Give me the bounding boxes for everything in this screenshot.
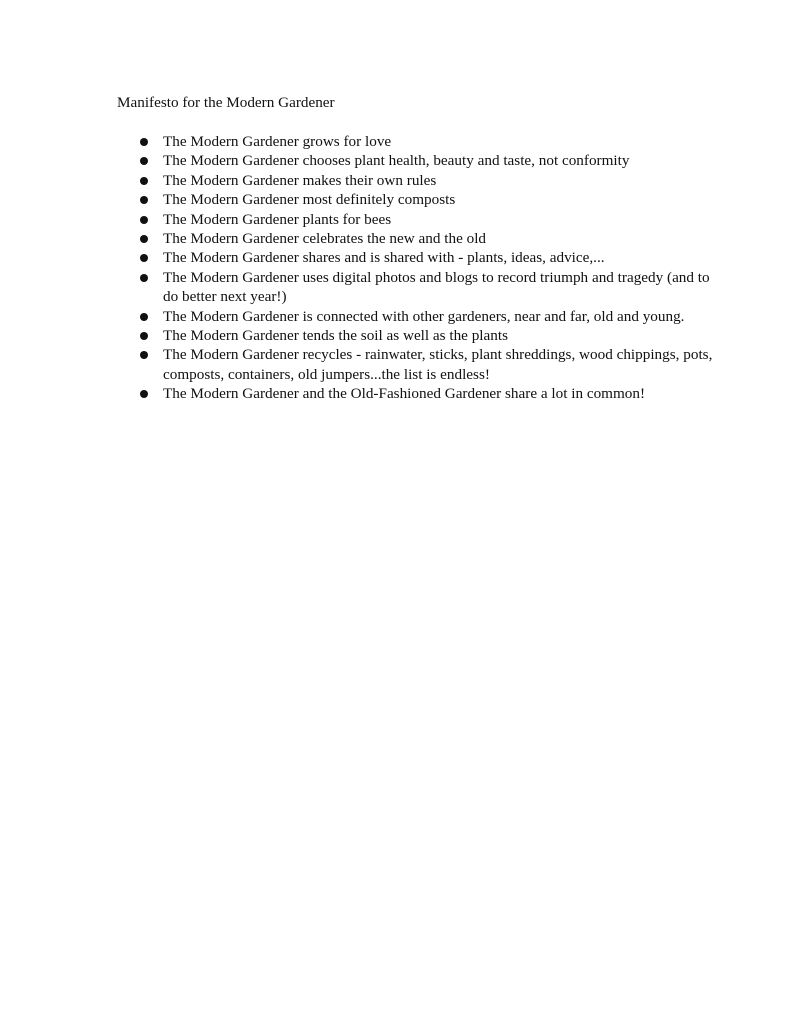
list-item <box>163 326 723 345</box>
list-item <box>163 229 723 248</box>
list-item-text: The Modern Gardener grows for love <box>163 133 392 150</box>
list-item-text: The Modern Gardener and the Old-Fashioned Gardener share a lot in common! <box>163 385 646 403</box>
bullet-icon <box>140 196 148 204</box>
bullet-icon <box>140 274 148 282</box>
bullet-icon <box>140 177 148 185</box>
list-item-text: The Modern Gardener is connected with other gardeners, near and far, old and young. <box>163 307 685 325</box>
bullet-icon <box>140 313 148 321</box>
list-item-text: The Modern Gardener makes their own rules <box>163 171 437 189</box>
list-item <box>163 132 723 151</box>
bullet-icon <box>140 235 148 243</box>
bullet-icon <box>140 332 148 340</box>
bullet-icon <box>140 390 148 398</box>
list-item-text: The Modern Gardener shares and is shared with - plants, ideas, advice,... <box>163 249 605 267</box>
bullet-icon <box>140 157 148 165</box>
bullet-icon <box>140 254 148 262</box>
list-item-text: The Modern Gardener most definitely composts <box>163 191 456 209</box>
list-item <box>163 151 723 170</box>
list-item <box>163 268 723 307</box>
list-item <box>163 307 723 326</box>
list-item <box>163 171 723 190</box>
bullet-icon <box>140 351 148 359</box>
manifesto-list <box>163 132 723 404</box>
list-item <box>163 384 723 403</box>
bullet-icon <box>140 216 148 224</box>
list-item-text: The Modern Gardener chooses plant health, beauty and taste, not conformity <box>163 152 630 170</box>
list-item-text: The Modern Gardener plants for bees <box>163 210 392 228</box>
list-item <box>163 345 723 384</box>
bullet-icon <box>140 138 148 146</box>
document-title: Manifesto for the Modern Gardener <box>117 94 335 111</box>
list-item <box>163 210 723 229</box>
list-item-text: The Modern Gardener celebrates the new and the old <box>163 230 487 248</box>
list-item-text: The Modern Gardener tends the soil as well as the plants <box>163 327 508 345</box>
list-item <box>163 248 723 267</box>
list-item-text: The Modern Gardener recycles - rainwater, sticks, plant shreddings, wood chippings, pots, composts, containers, old jumpers...the list is endless! <box>163 346 713 383</box>
list-item <box>163 190 723 209</box>
list-item-text: The Modern Gardener uses digital photos and blogs to record triumph and tragedy (and to do better next year!) <box>163 268 710 306</box>
